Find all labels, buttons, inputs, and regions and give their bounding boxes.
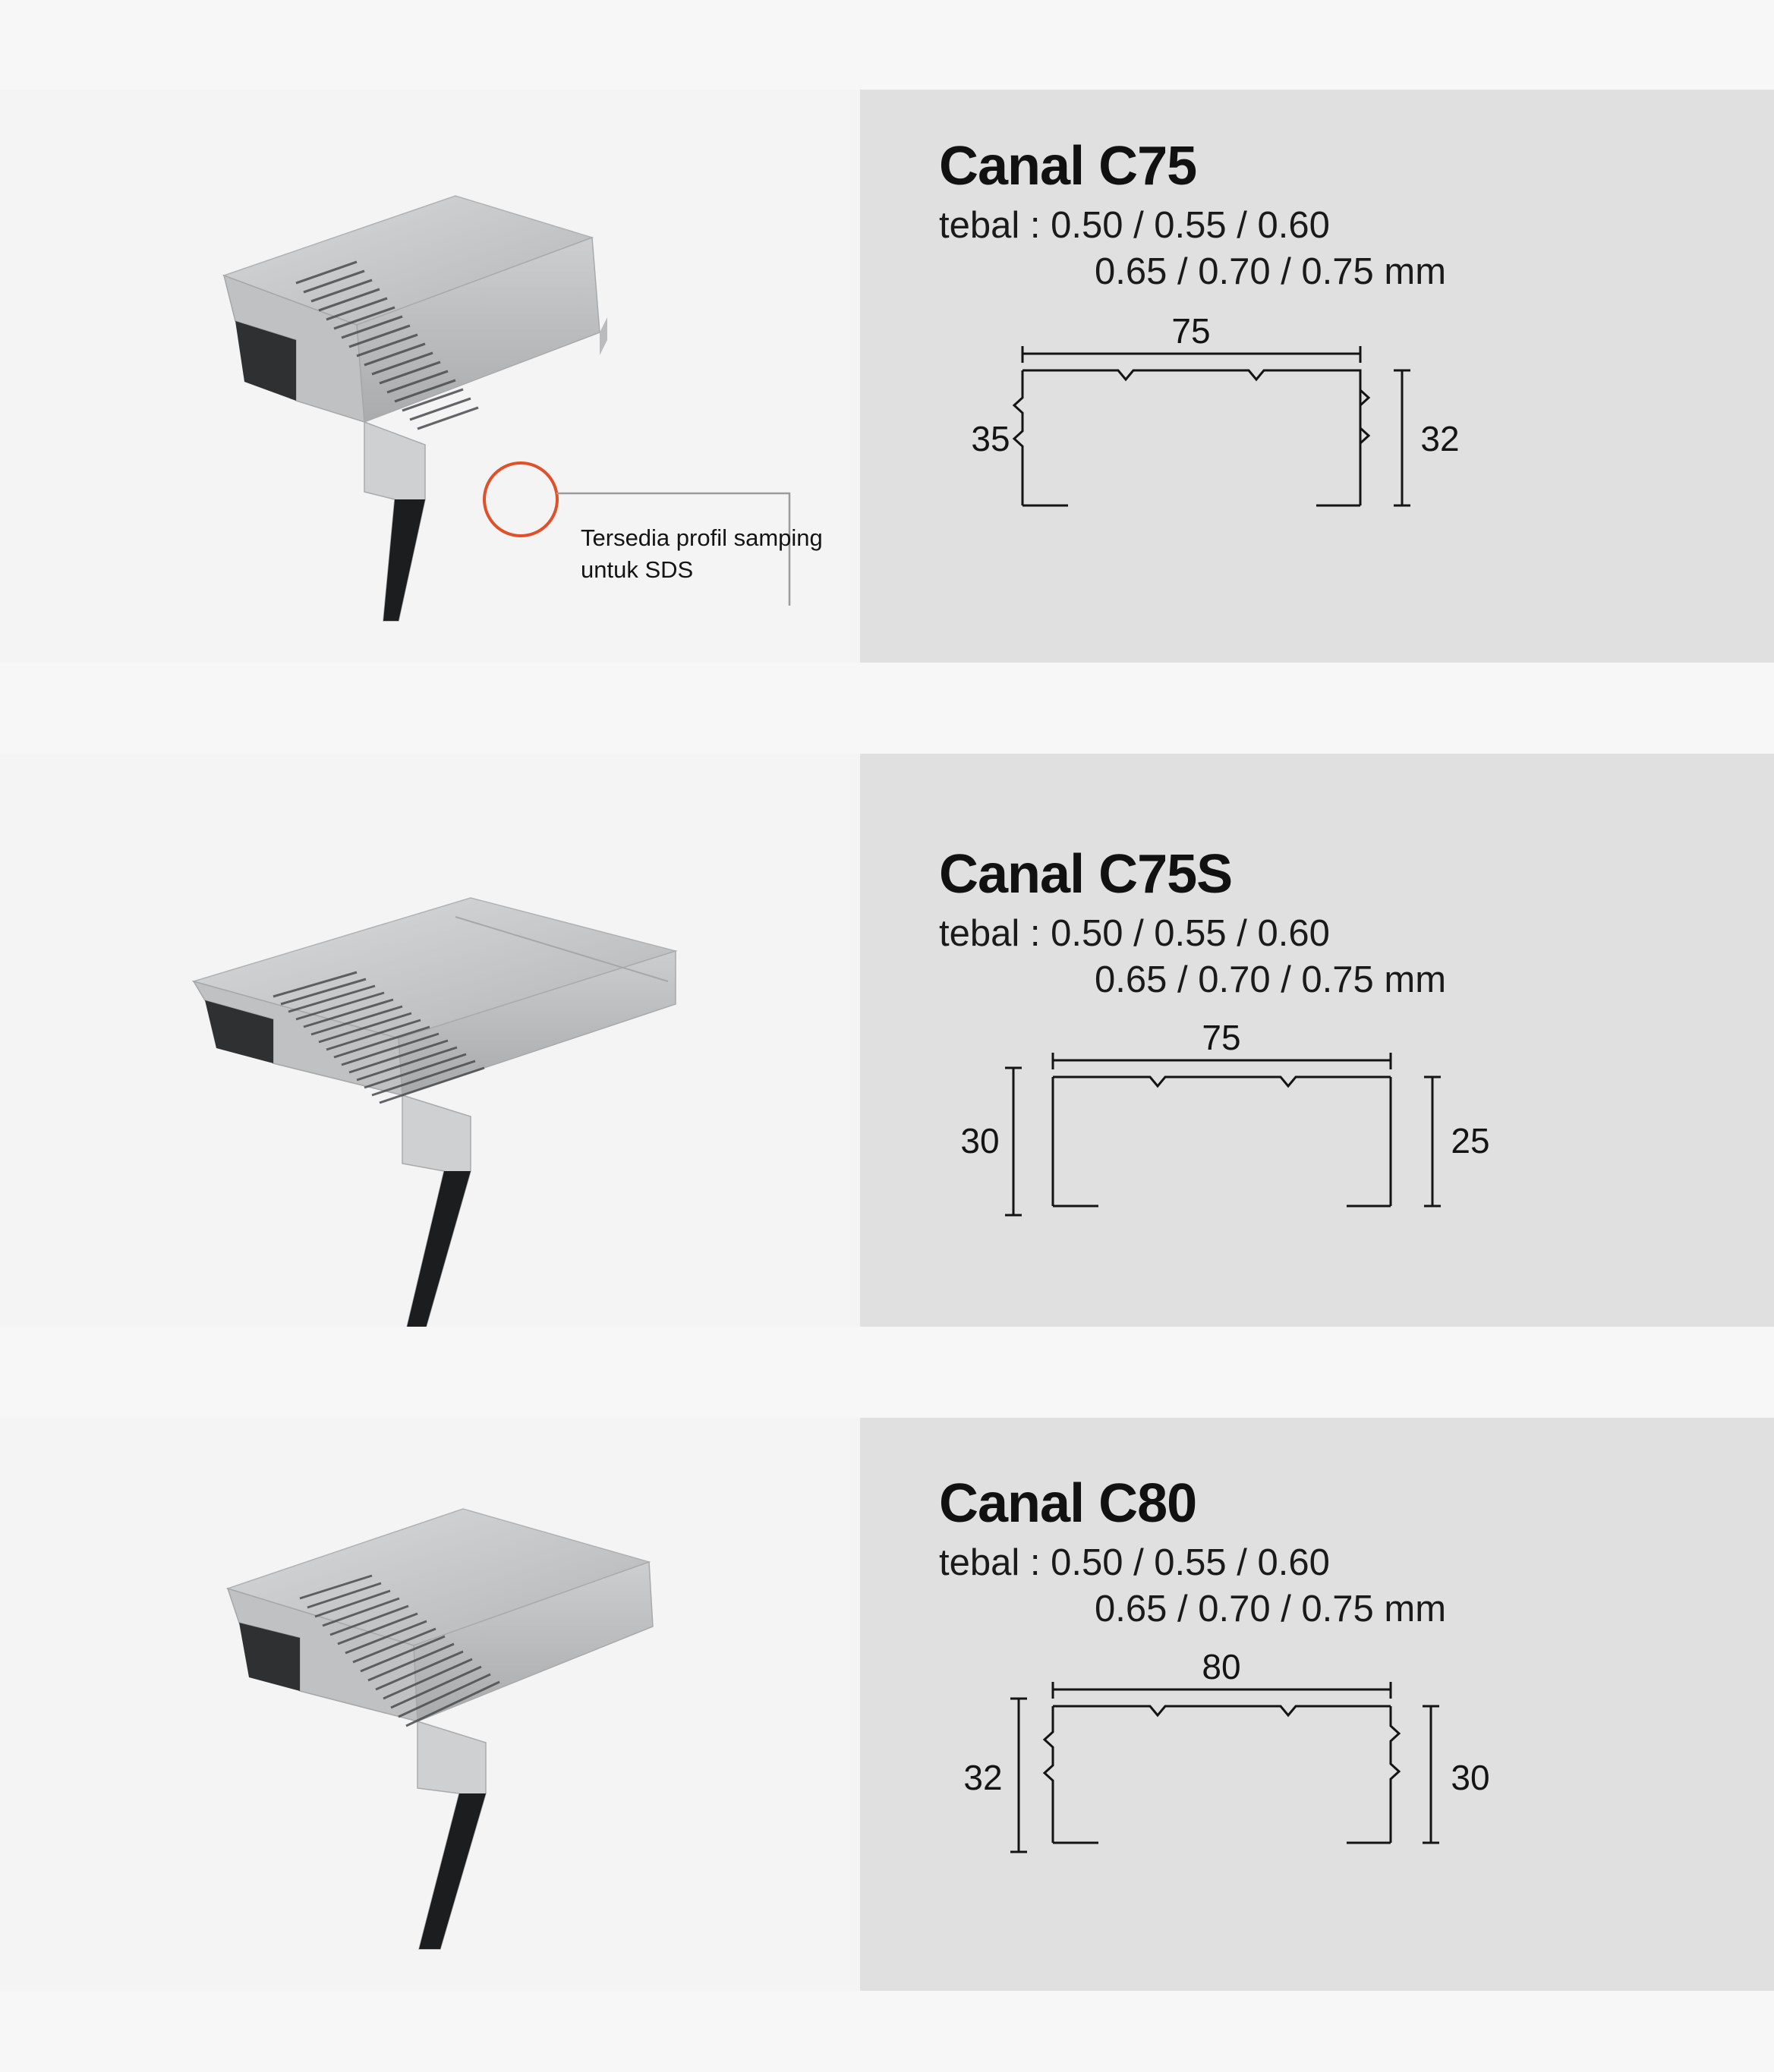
- product-spec-pane: [860, 754, 1774, 1327]
- thickness-line-1: tebal : 0.50 / 0.55 / 0.60: [939, 205, 1330, 247]
- product-photo-pane: [0, 90, 860, 663]
- product-photo-pane: [0, 754, 860, 1327]
- product-title: Canal C75: [939, 136, 1197, 197]
- profile-drawing: [939, 1653, 1744, 1881]
- profile-drawing: [939, 316, 1744, 543]
- channel-profile-photo-c75s: [0, 754, 860, 1327]
- product-title: Canal C80: [939, 1473, 1197, 1534]
- profile-cross-section-c75: [939, 316, 1698, 543]
- product-photo-pane: [0, 1418, 860, 1991]
- dim-width-label: 75: [1171, 315, 1211, 351]
- profile-cross-section-c75s: [939, 1024, 1698, 1252]
- profile-drawing: [939, 1024, 1744, 1252]
- dim-left-label: 35: [971, 418, 1010, 458]
- product-spec-pane: [860, 1418, 1774, 1991]
- product-photo: [0, 754, 860, 1327]
- dim-right-label: 30: [1451, 1757, 1490, 1797]
- dim-width-label: 75: [1202, 1023, 1241, 1057]
- dim-left-label: 30: [960, 1120, 1000, 1160]
- callout-highlight-circle: [484, 463, 557, 536]
- product-spec-pane: [860, 90, 1774, 663]
- thickness-line-2: 0.65 / 0.70 / 0.75 mm: [1095, 251, 1447, 293]
- product-row: [0, 754, 1774, 1327]
- profile-cross-section-c80: [939, 1653, 1698, 1881]
- dim-width-label: 80: [1202, 1652, 1241, 1686]
- product-photo: [0, 1418, 860, 1991]
- product-row: [0, 90, 1774, 663]
- dim-right-label: 32: [1420, 418, 1460, 458]
- dim-right-label: 25: [1451, 1120, 1490, 1160]
- thickness-line-1: tebal : 0.50 / 0.55 / 0.60: [939, 1542, 1330, 1584]
- product-title: Canal C75S: [939, 844, 1233, 905]
- thickness-line-2: 0.65 / 0.70 / 0.75 mm: [1095, 1589, 1447, 1630]
- product-row: [0, 1418, 1774, 1991]
- dim-left-label: 32: [963, 1757, 1003, 1797]
- thickness-line-2: 0.65 / 0.70 / 0.75 mm: [1095, 959, 1447, 1001]
- channel-profile-photo-c80: [0, 1418, 860, 1991]
- callout-label: Tersedia profil samping untuk SDS: [581, 524, 823, 583]
- thickness-line-1: tebal : 0.50 / 0.55 / 0.60: [939, 913, 1330, 955]
